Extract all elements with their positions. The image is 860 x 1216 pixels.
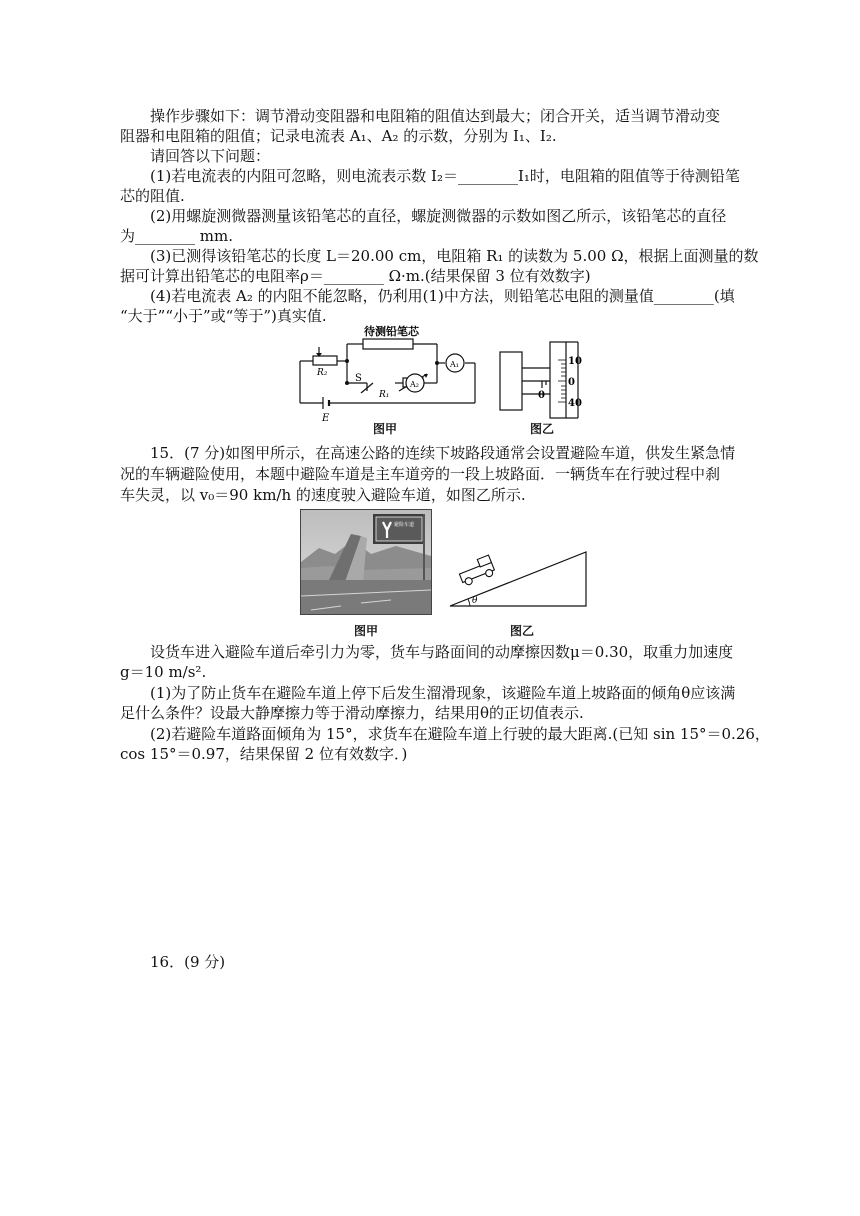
part3-line-2: 据可计算出铅笔芯的电阻率ρ＝________ Ω·m.(结果保留 3 位有效数字) [120,267,591,285]
label-battery: E [322,413,330,424]
sign-label: 避险车道 [394,522,415,528]
part1-line-2: 芯的阻值. [120,187,185,205]
part2-line-2: 为________ mm. [120,227,233,245]
q15-line-9: cos 15°＝0.97，结果保留 2 位有效数字．) [120,745,408,763]
scale-label-40: 40 [568,398,582,409]
q15-line-7: 足什么条件？设最大静摩擦力等于滑动摩擦力，结果用θ的正切值表示. [120,704,584,722]
label-r2: R₂ [317,368,328,378]
angle-theta-label: θ [472,596,478,606]
steps-line-2: 阻器和电阻箱的阻值；记录电流表 A₁、A₂ 的示数，分别为 I₁、I₂. [120,127,557,145]
q15-line-5: g＝10 m/s². [120,663,207,681]
scale-label-0-right: 0 [568,377,575,388]
q15-line-8: (2)若避险车道路面倾角为 15°，求货车在避险车道上行驶的最大距离.(已知 sin 15°＝0.26， [150,725,770,743]
scale-label-10: 10 [568,356,582,367]
steps-line-1: 操作步骤如下：调节滑动变阻器和电阻箱的阻值达到最大；闭合开关，适当调节滑动变 [150,107,721,125]
circuit-diagram [295,323,490,433]
q15-line-6: (1)为了防止货车在避险车道上停下后发生溜滑现象，该避险车道上坡路面的倾角θ应该满 [150,684,736,702]
part4-line-1: (4)若电流表 A₂ 的内阻不能忽略，仍利用(1)中方法，则铅笔芯电阻的测量值________(填 [150,287,735,305]
label-switch: S [355,373,362,384]
escape-lane-photo [300,509,432,615]
q15-line-1: 15．(7 分)如图甲所示，在高速公路的连续下坡路段通常会设置避险车道，供发生紧急情 [150,444,736,462]
scale-label-0-main: 0 [538,390,545,401]
part1-line-1: (1)若电流表的内阻可忽略，则电流表示数 I₂＝________I₁时，电阻箱的阻值等于待测铅笔 [150,167,740,185]
label-pencil-lead: 待测铅笔芯 [364,325,419,338]
label-a2: A₂ [410,380,419,389]
pencil-lead-resistor [363,339,413,349]
q16-line-1: 16．(9 分) [150,953,226,971]
rheostat-r2 [313,356,337,365]
part4-line-2: “大于”“小于”或“等于”)真实值. [120,307,327,325]
prompt-line: 请回答以下问题： [150,147,271,165]
part3-line-1: (3)已测得该铅笔芯的长度 L＝20.00 cm，电阻箱 R₁ 的读数为 5.00 Ω，根据上面测量的数 [150,247,759,265]
micrometer-diagram [498,340,594,420]
part2-line-1: (2)用螺旋测微器测量该铅笔芯的直径，螺旋测微器的示数如图乙所示，该铅笔芯的直径 [150,207,727,225]
caption-incline: 图乙 [510,624,535,638]
q15-line-4: 设货车进入避险车道后牵引力为零，货车与路面间的动摩擦因数μ＝0.30，取重力加速度 [150,643,734,661]
caption-circuit: 图甲 [373,422,398,436]
q15-line-3: 车失灵，以 v₀＝90 km/h 的速度驶入避险车道，如图乙所示. [120,486,526,504]
caption-micrometer: 图乙 [530,422,555,436]
caption-photo: 图甲 [354,624,379,638]
label-r1: R₁ [379,390,390,400]
incline-diagram [448,548,590,610]
q15-line-2: 况的车辆避险使用，本题中避险车道是主车道旁的一段上坡路面．一辆货车在行驶过程中刹 [120,465,721,483]
label-a1: A₁ [450,360,459,369]
